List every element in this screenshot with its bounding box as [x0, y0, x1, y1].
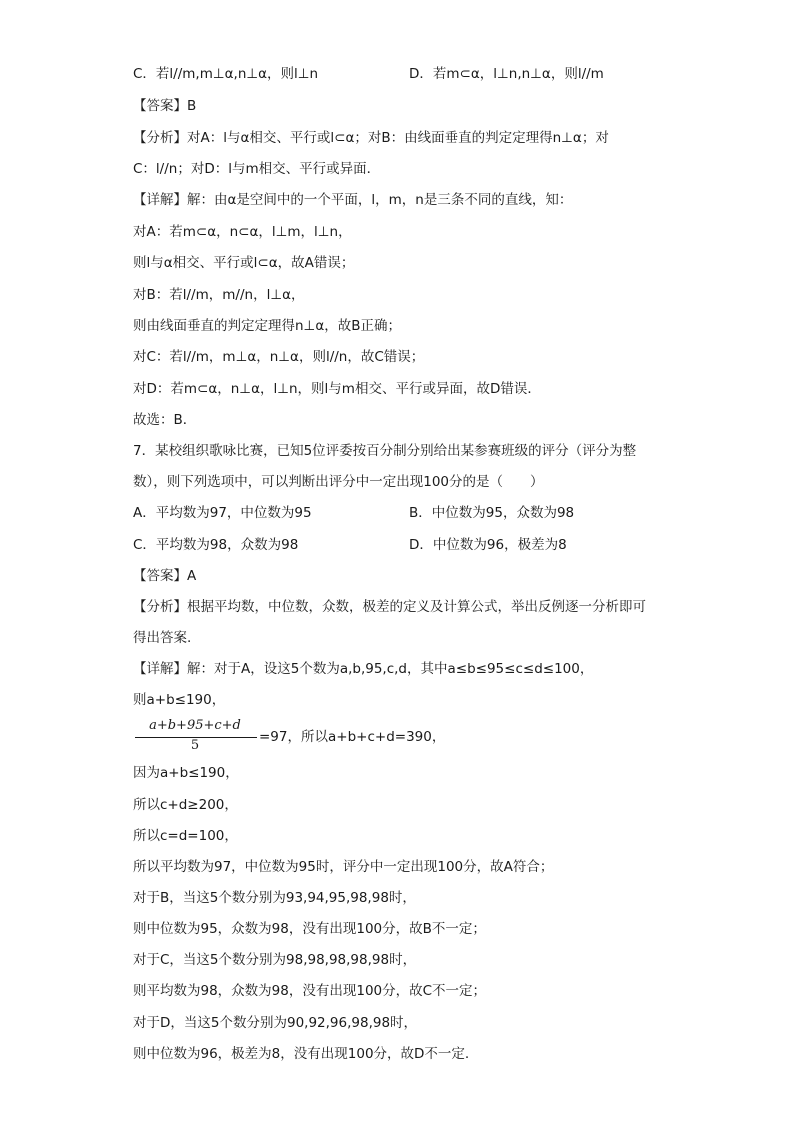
detail-prev-a: 对A：若m⊂α，n⊂α，l⊥m，l⊥n，	[133, 224, 352, 240]
detail-7-c-conclusion: 则平均数为98，众数为98，没有出现100分，故C不一定；	[133, 983, 487, 999]
option-a: A．平均数为97，中位数为95	[133, 505, 312, 521]
detail-7-d-example: 对于D，当这5个数分别为90,92,96,98,98时，	[133, 1015, 418, 1031]
question-7-line1: 7．某校组织歌咏比赛，已知5位评委按百分制分别给出某参赛班级的评分（评分为整	[133, 443, 637, 459]
detail-7-b-example: 对于B，当这5个数分别为93,94,95,98,98时，	[133, 890, 416, 906]
analysis-prev-line1: 【分析】对A：l与α相交、平行或l⊂α；对B：由线面垂直的判定定理得n⊥α；对	[133, 130, 609, 146]
detail-7-d-conclusion: 则中位数为96，极差为8，没有出现100分，故D不一定.	[133, 1046, 470, 1062]
fraction-numerator: a+b+95+c+d	[149, 718, 241, 733]
detail-prev-intro: 【详解】解：由α是空间中的一个平面，l，m，n是三条不同的直线，知：	[133, 192, 573, 208]
option-d: D．中位数为96，极差为8	[409, 537, 567, 553]
detail-prev-b: 对B：若l//m，m//n，l⊥α，	[133, 287, 305, 303]
detail-7-c-example: 对于C，当这5个数分别为98,98,98,98,98时，	[133, 952, 417, 968]
analysis-7-line2: 得出答案.	[133, 630, 192, 646]
detail-7-intro: 【详解】解：对于A，设这5个数为a,b,95,c,d，其中a≤b≤95≤c≤d≤100，	[133, 661, 594, 677]
detail-prev-a-result: 则l与α相交、平行或l⊂α，故A错误；	[133, 255, 355, 271]
choice-prev: 故选：B．	[133, 412, 197, 428]
detail-prev-d: 对D：若m⊂α，n⊥α，l⊥n，则l与m相交、平行或异面，故D错误．	[133, 381, 541, 397]
answer-prev: 【答案】B	[133, 98, 197, 114]
mean-equation-tail: =97，所以a+b+c+d=390，	[259, 729, 446, 745]
answer-7: 【答案】A	[133, 568, 197, 584]
detail-7-b-conclusion: 则中位数为95，众数为98，没有出现100分，故B不一定；	[133, 921, 486, 937]
detail-prev-c: 对C：若l//m，m⊥α，n⊥α，则l//n，故C错误；	[133, 349, 425, 365]
fraction-denominator: 5	[190, 738, 200, 753]
question-7-line2: 数），则下列选项中，可以判断出评分中一定出现100分的是（ ）	[133, 474, 544, 490]
option-c-prev: C．若l//m,m⊥α,n⊥α，则l⊥n	[133, 66, 319, 82]
detail-7-sum-ab: 则a+b≤190，	[133, 692, 226, 708]
mean-fraction	[133, 718, 263, 758]
detail-7-a-conclusion: 所以平均数为97，中位数为95时，评分中一定出现100分，故A符合；	[133, 859, 554, 875]
detail-7-cd-value: 所以c=d=100，	[133, 828, 238, 844]
option-d-prev: D．若m⊂α，l⊥n,n⊥α，则l//m	[409, 66, 604, 82]
detail-7-because: 因为a+b≤190，	[133, 765, 239, 781]
analysis-7-line1: 【分析】根据平均数，中位数，众数，极差的定义及计算公式，举出反例逐一分析即可	[133, 599, 646, 615]
option-b: B．中位数为95，众数为98	[409, 505, 575, 521]
analysis-prev-line2: C：l//n；对D：l与m相交、平行或异面．	[133, 161, 381, 177]
option-c: C．平均数为98，众数为98	[133, 537, 299, 553]
detail-7-cd-sum: 所以c+d≥200，	[133, 797, 238, 813]
detail-prev-b-result: 则由线面垂直的判定定理得n⊥α，故B正确；	[133, 318, 401, 334]
